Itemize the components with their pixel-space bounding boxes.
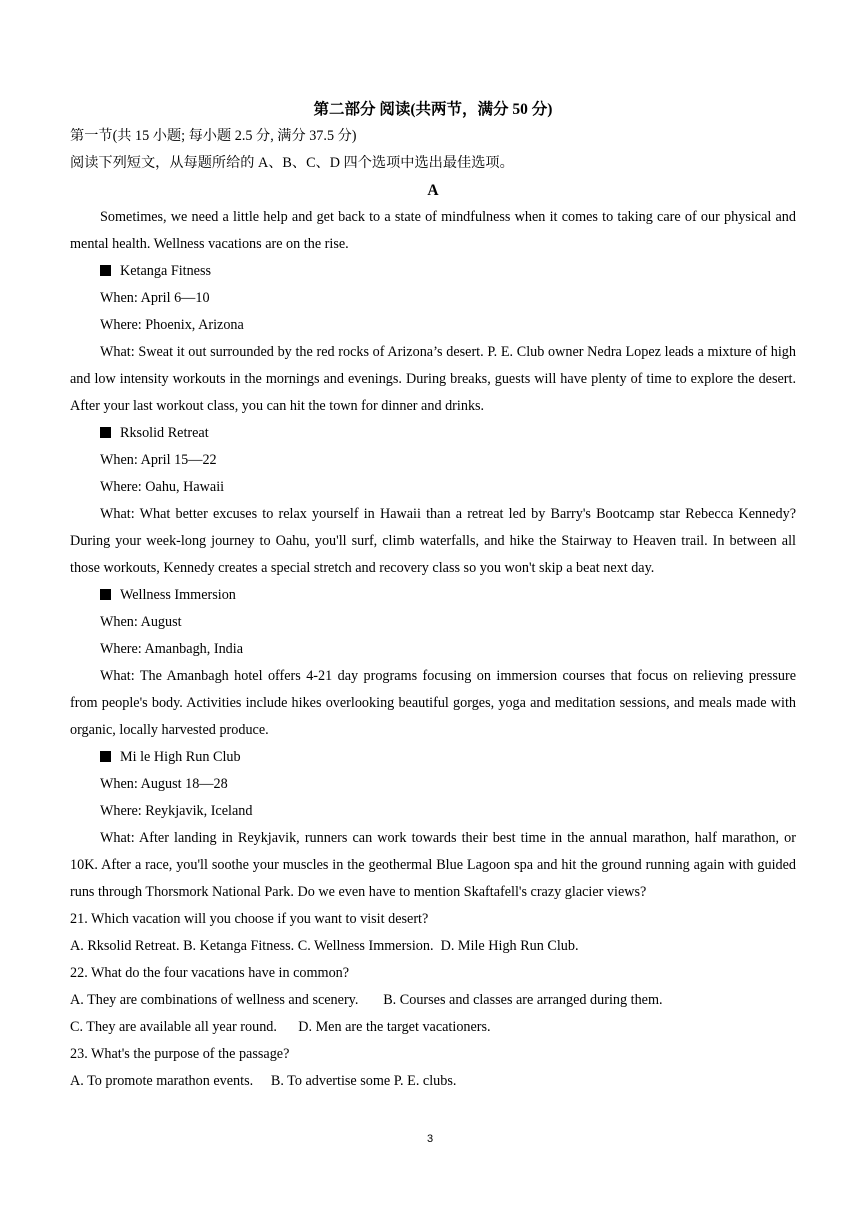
black-square-icon: [100, 751, 111, 762]
vacation-name: Mi le High Run Club: [120, 749, 241, 765]
part-title: 第二部分 阅读(共两节，满分 50 分): [313, 101, 553, 118]
vacation-what: What: Sweat it out surrounded by the red rocks of Arizona’s desert. P. E. Club owner Nedra Lopez leads a mixture of high and low intensity workouts in the mornings and evenings. During breaks, guests will have plenty of time to explore the desert. After your last workout class, you can hit the town for dinner and drinks.: [70, 344, 796, 414]
vacation-item: [70, 582, 796, 744]
black-square-icon: [100, 427, 111, 438]
intro-paragraph: Sometimes, we need a little help and get back to a state of mindfulness when it comes to taking care of our physical and mental health. Wellness vacations are on the rise.: [70, 209, 796, 252]
vacation-heading: [70, 258, 796, 285]
vacation-when: When: April 6—10: [100, 290, 210, 306]
black-square-icon: [100, 265, 111, 276]
question-stem: 22. What do the four vacations have in common?: [70, 965, 350, 981]
vacation-when: When: April 15—22: [100, 452, 217, 468]
vacation-where: Where: Phoenix, Arizona: [100, 317, 244, 333]
section-note: 第一节(共 15 小题; 每小题 2.5 分, 满分 37.5 分): [70, 128, 357, 144]
question-options: A. Rksolid Retreat. B. Ketanga Fitness. C. Wellness Immersion. D. Mile High Run Club.: [70, 938, 579, 954]
vacation-name: Ketanga Fitness: [120, 263, 212, 279]
vacation-where: Where: Amanbagh, India: [100, 641, 244, 657]
vacation-what: What: What better excuses to relax yourself in Hawaii than a retreat led by Barry's Bootcamp star Rebecca Kennedy? During your week-long journey to Oahu, you'll surf, climb waterfalls, and hike the Stairway to Heaven trail. In between all those workouts, Kennedy creates a special stretch and recovery class so you won't skip a beat next day.: [70, 506, 796, 576]
vacation-name: Rksolid Retreat: [120, 425, 209, 441]
question-options: C. They are available all year round. D. Men are the target vacationers.: [70, 1019, 491, 1035]
question-stem: 23. What's the purpose of the passage?: [70, 1046, 290, 1062]
question-options: A. To promote marathon events. B. To advertise some P. E. clubs.: [70, 1073, 457, 1089]
question: [70, 906, 796, 960]
vacation-name: Wellness Immersion: [120, 587, 236, 603]
question-options: A. They are combinations of wellness and scenery. B. Courses and classes are arranged during them.: [70, 992, 663, 1008]
question-stem: 21. Which vacation will you choose if you want to visit desert?: [70, 911, 429, 927]
vacation-item: [70, 420, 796, 582]
vacation-heading: [70, 582, 796, 609]
page-number: 3: [426, 1133, 434, 1145]
vacation-what: What: The Amanbagh hotel offers 4-21 day programs focusing on immersion courses that focus on relieving pressure from people's body. Activities include hikes overlooking beautiful gorges, yoga and meditation sessions, and meals made with organic, locally harvested produce.: [70, 668, 796, 738]
black-square-icon: [100, 589, 111, 600]
vacation-when: When: August 18—28: [100, 776, 228, 792]
question: [70, 1041, 796, 1095]
vacation-what: What: After landing in Reykjavik, runners can work towards their best time in the annual marathon, half marathon, or 10K. After a race, you'll soothe your muscles in the geothermal Blue Lagoon spa and hit the ground running again with guided runs through Thorsmork National Park. Do we even have to mention Skaftafell's crazy glacier views?: [70, 830, 796, 900]
vacation-when: When: August: [100, 614, 182, 630]
instruction: 阅读下列短文，从每题所给的 A、B、C、D 四个选项中选出最佳选项。: [70, 155, 514, 171]
vacation-item: [70, 258, 796, 420]
passage-letter: A: [427, 182, 439, 199]
vacation-where: Where: Oahu, Hawaii: [100, 479, 225, 495]
vacation-item: [70, 744, 796, 906]
question: [70, 960, 796, 1041]
vacation-where: Where: Reykjavik, Iceland: [100, 803, 253, 819]
vacation-heading: [70, 420, 796, 447]
page-content: [70, 96, 796, 1095]
vacation-heading: [70, 744, 796, 771]
